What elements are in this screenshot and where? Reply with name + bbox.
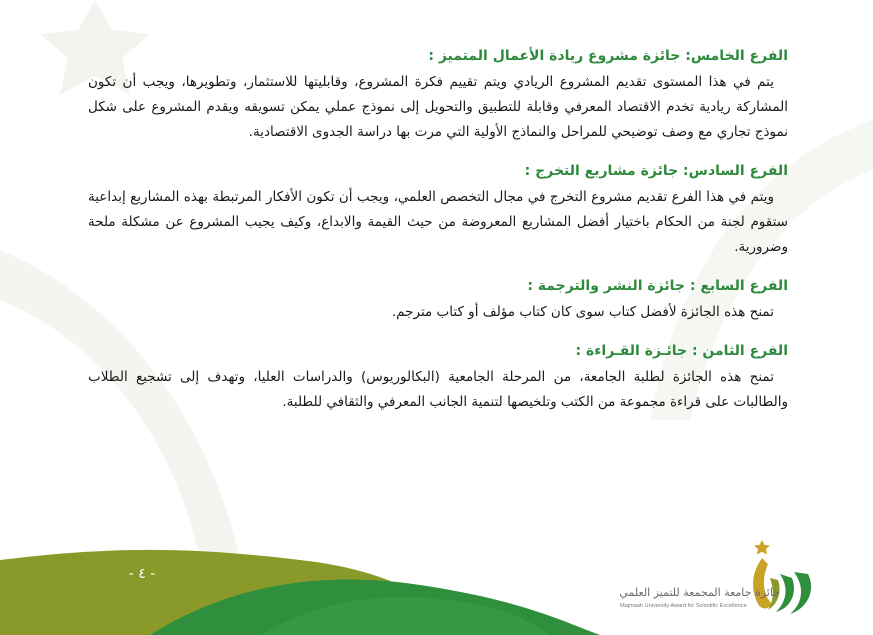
logo-star-shape <box>754 540 770 555</box>
section-paragraph: يتم في هذا المستوى تقديم المشروع الريادي ويتم تقييم فكرة المشروع، وقابليتها للاستثمار، وتطويرها، ويجب أن تكون المشاركة ريادية تخدم الاقتصاد المعرفي وقابلة للتطبيق والتحويل إلى نموذج عملي يمكن تسويقه ويقدم المشروع على شكل نموذج تجاري مع وصف توضيحي للمراحل والنماذج الأولية التي مرت بها دراسة الجدوى الاقتصادية. <box>88 74 788 140</box>
section-paragraph: تمنح هذه الجائزة لطلبة الجامعة، من المرحلة الجامعية (البكالوريوس) والدراسات العليا، وتهدف إلى تشجيع الطلاب والطالبات على قراءة مجموعة من الكتب وتلخيصها لتنمية الجانب المعرفي والثقافي للطلبة. <box>88 369 788 410</box>
section-heading: الفرع الثامن : جائـزة القـراءة : <box>575 343 788 359</box>
section-heading: الفرع السابع : جائزة النشر والترجمة : <box>527 278 788 294</box>
page-number: - ٤ - <box>128 566 156 582</box>
section-heading: الفرع الخامس: جائزة مشروع ريادة الأعمال المتميز : <box>428 48 788 64</box>
section-heading: الفرع السادس: جائزة مشاريع التخرج : <box>524 163 788 179</box>
section-eighth-branch <box>88 339 788 415</box>
section-seventh-branch <box>88 274 788 325</box>
logo-gold-swoosh <box>753 558 772 609</box>
document-body <box>88 44 788 429</box>
section-fifth-branch <box>88 44 788 145</box>
section-sixth-branch <box>88 159 788 260</box>
section-paragraph: تمنح هذه الجائزة لأفضل كتاب سوى كان كتاب مؤلف أو كتاب مترجم. <box>391 304 774 320</box>
logo-english-text: Majmaah University Award for Scientific Excellence <box>620 603 747 609</box>
logo-arabic-text: جائزة جامعة المجمعة للتميز العلمي <box>619 586 780 599</box>
section-paragraph: ويتم في هذا الفرع تقديم مشروع التخرج في مجال التخصص العلمي، ويجب أن تكون الأفكار المرتبطة بهذه المشاريع إبداعية ستقوم لجنة من الحكام باختيار أفضل المشاريع المعروضة من حيث القيمة والابداع، وكيف يجيب المشروع عن مشكلة ملحة وضرورية. <box>88 189 788 255</box>
